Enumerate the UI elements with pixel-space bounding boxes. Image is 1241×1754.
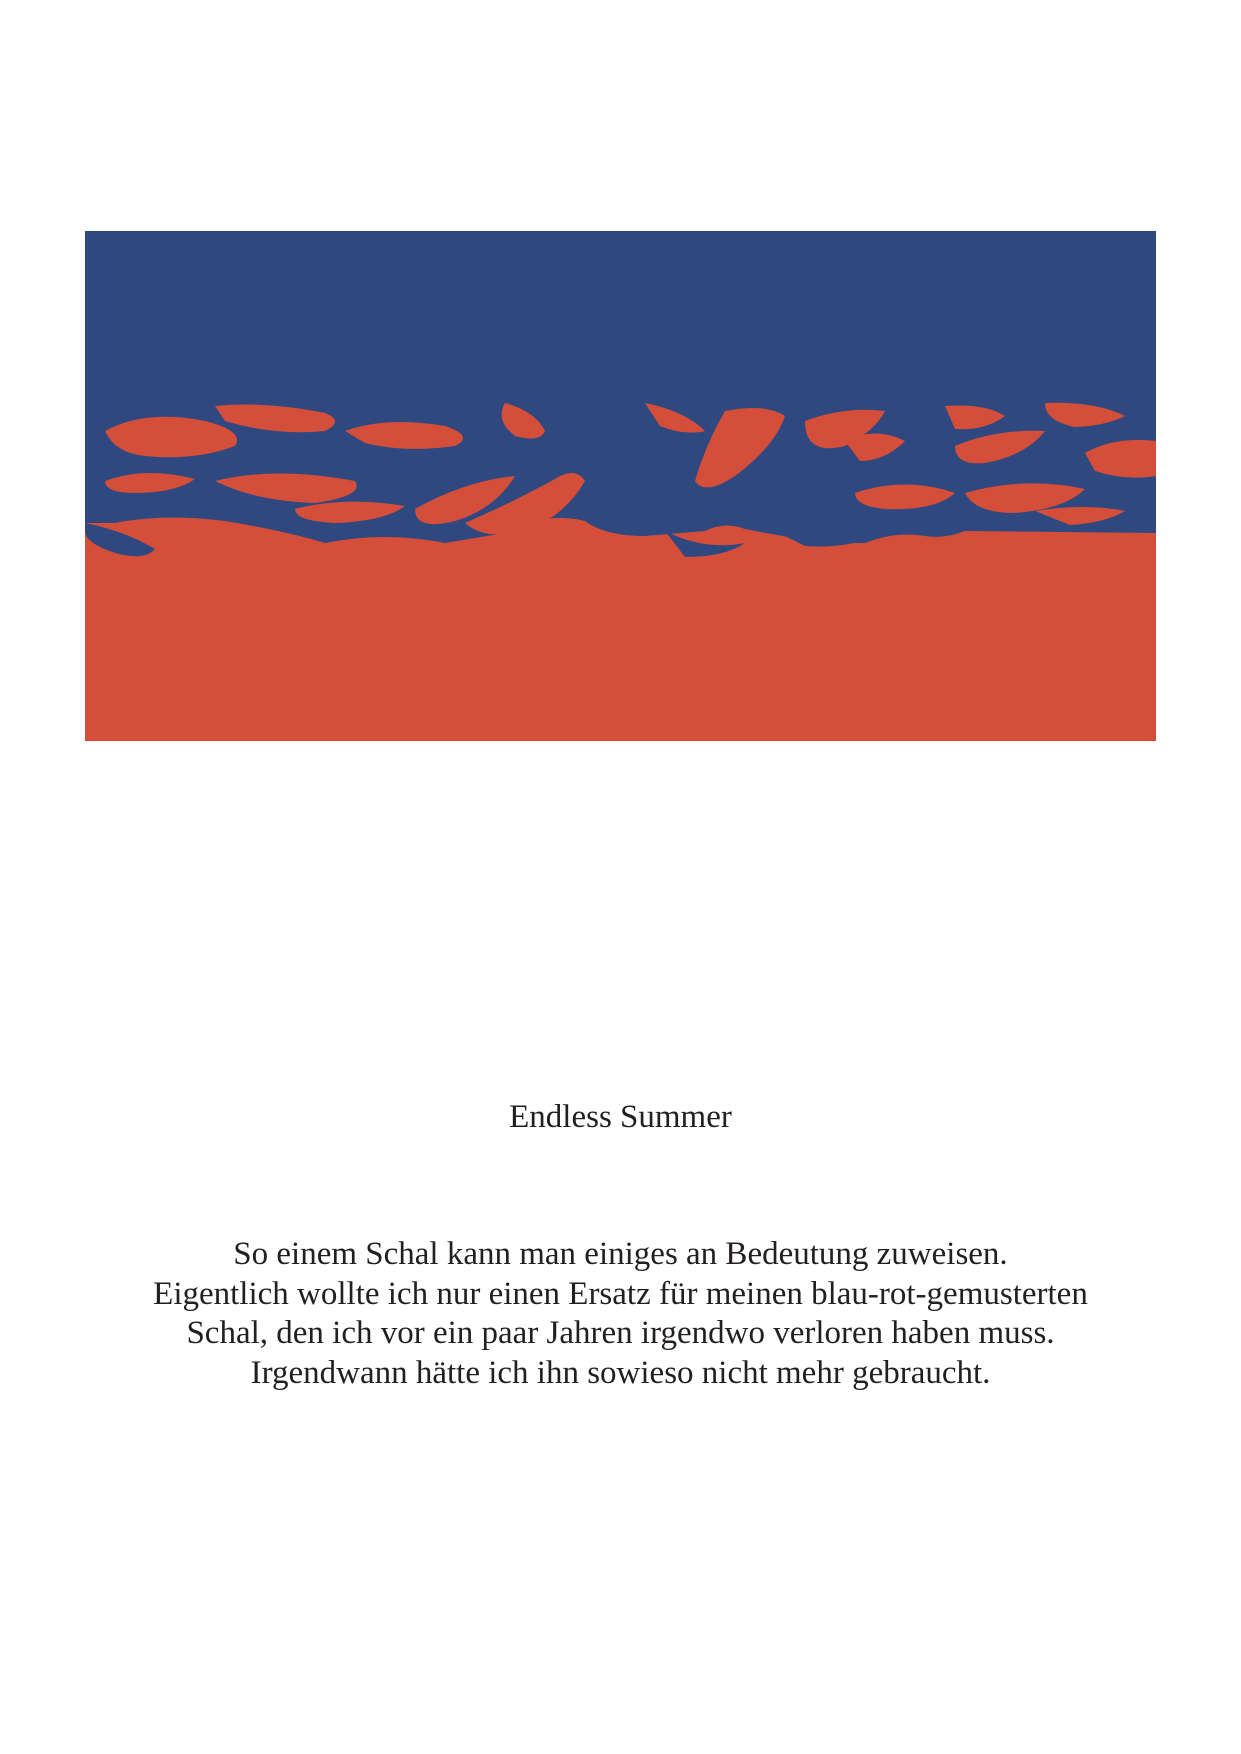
title: Endless Summer: [509, 1099, 732, 1135]
blue-band: [85, 231, 1156, 401]
poem-line: So einem Schal kann man einiges an Bedeutung zuweisen.: [233, 1236, 1008, 1272]
poem-text: [0, 1235, 1241, 1393]
poem-line: Eigentlich wollte ich nur einen Ersatz für meinen blau-rot-gemusterten: [153, 1275, 1088, 1312]
poem-line: Irgendwann hätte ich ihn sowieso nicht mehr gebraucht.: [250, 1354, 991, 1391]
scarf-pattern-artwork: [85, 231, 1156, 741]
poem-line: Schal, den ich vor ein paar Jahren irgendwo verloren haben muss.: [186, 1315, 1055, 1351]
